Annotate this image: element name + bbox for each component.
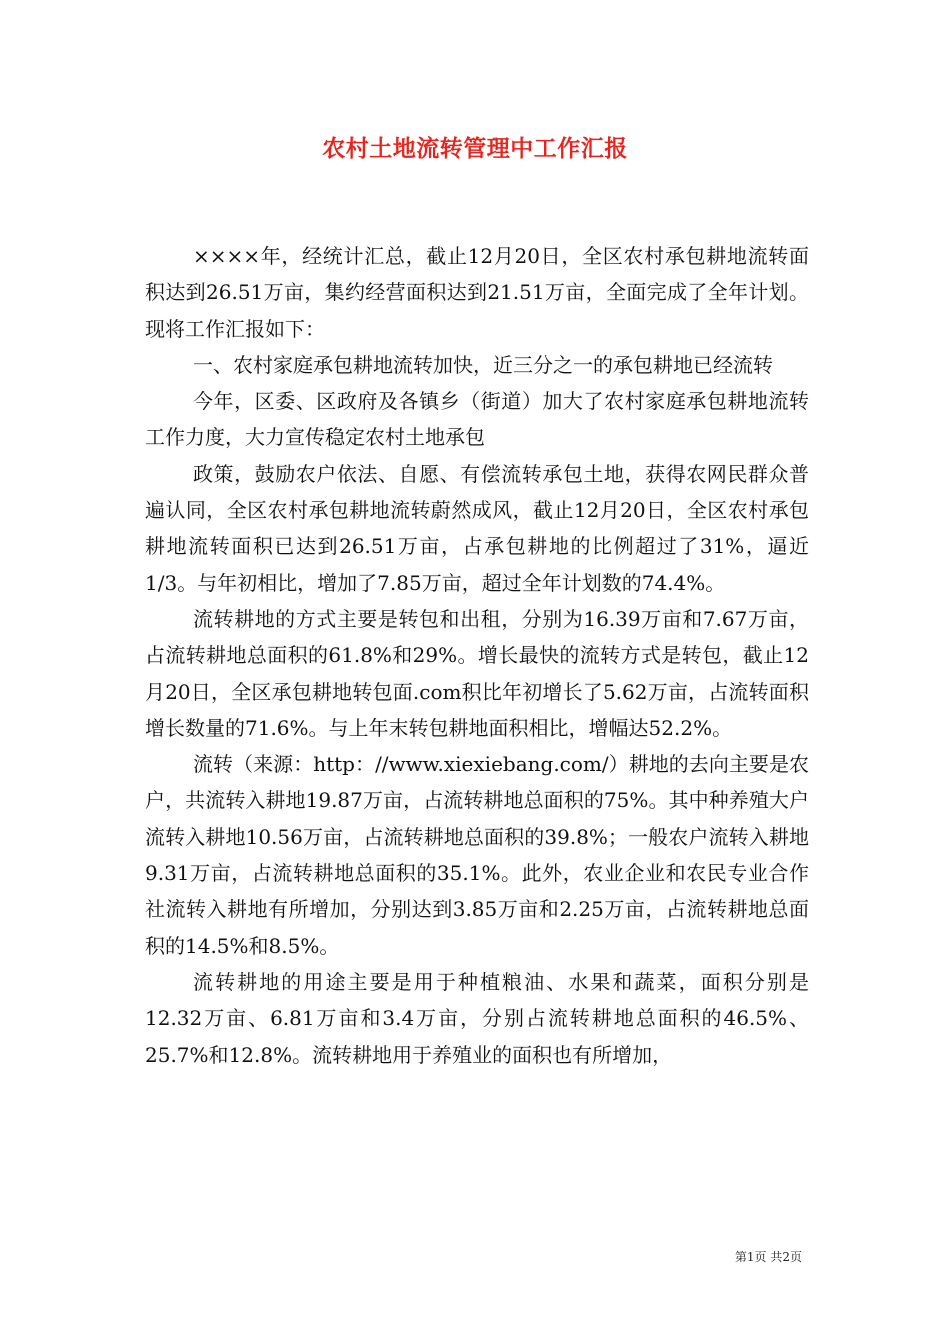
page-number: 第1页 共2页 [734, 1250, 802, 1264]
paragraph: 政策，鼓励农户依法、自愿、有偿流转承包土地，获得农网民群众普遍认同，全区农村承包耕地流转蔚然成风，截止12月20日，全区农村承包耕地流转面积已达到26.51万亩，占承包耕地的比例超过了31%，逼近1/3。与年初相比，增加了7.85万亩，超过全年计划数的74.4%。 [145, 461, 809, 595]
paragraph: 流转耕地的方式主要是转包和出租，分别为16.39万亩和7.67万亩，占流转耕地总面积的61.8%和29%。增长最快的流转方式是转包，截止12月20日，全区承包耕地转包面.com积比年初增长了5.62万亩，占流转面积增长数量的71.6%。与上年末转包耕地面积相比，增幅达52.2%。 [145, 606, 809, 740]
paragraph: 今年，区委、区政府及各镇乡（街道）加大了农村家庭承包耕地流转工作力度，大力宣传稳定农村土地承包 [145, 389, 809, 450]
document-body [145, 238, 809, 1073]
paragraph: 流转（来源：http：//www.xiexiebang.com/）耕地的去向主要是农户，共流转入耕地19.87万亩，占流转耕地总面积的75%。其中种养殖大户流转入耕地10.56万亩，占流转耕地总面积的39.8%；一般农户流转入耕地9.31万亩，占流转耕地总面积的35.1%。此外，农业企业和农民专业合作社流转入耕地有所增加，分别达到3.85万亩和2.25万亩，占流转耕地总面积的14.5%和8.5%。 [145, 752, 809, 958]
paragraph: 流转耕地的用途主要是用于种植粮油、水果和蔬菜，面积分别是12.32万亩、6.81万亩和3.4万亩，分别占流转耕地总面积的46.5%、25.7%和12.8%。流转耕地用于养殖业的面积也有所增加， [145, 969, 809, 1067]
paragraph-intro: ××××年，经统计汇总，截止12月20日，全区农村承包耕地流转面积达到26.51万亩，集约经营面积达到21.51万亩，全面完成了全年计划。现将工作汇报如下： [145, 244, 809, 341]
section-heading-1: 一、农村家庭承包耕地流转加快，近三分之一的承包耕地已经流转 [193, 352, 773, 377]
document-title: 农村土地流转管理中工作汇报 [322, 135, 628, 162]
